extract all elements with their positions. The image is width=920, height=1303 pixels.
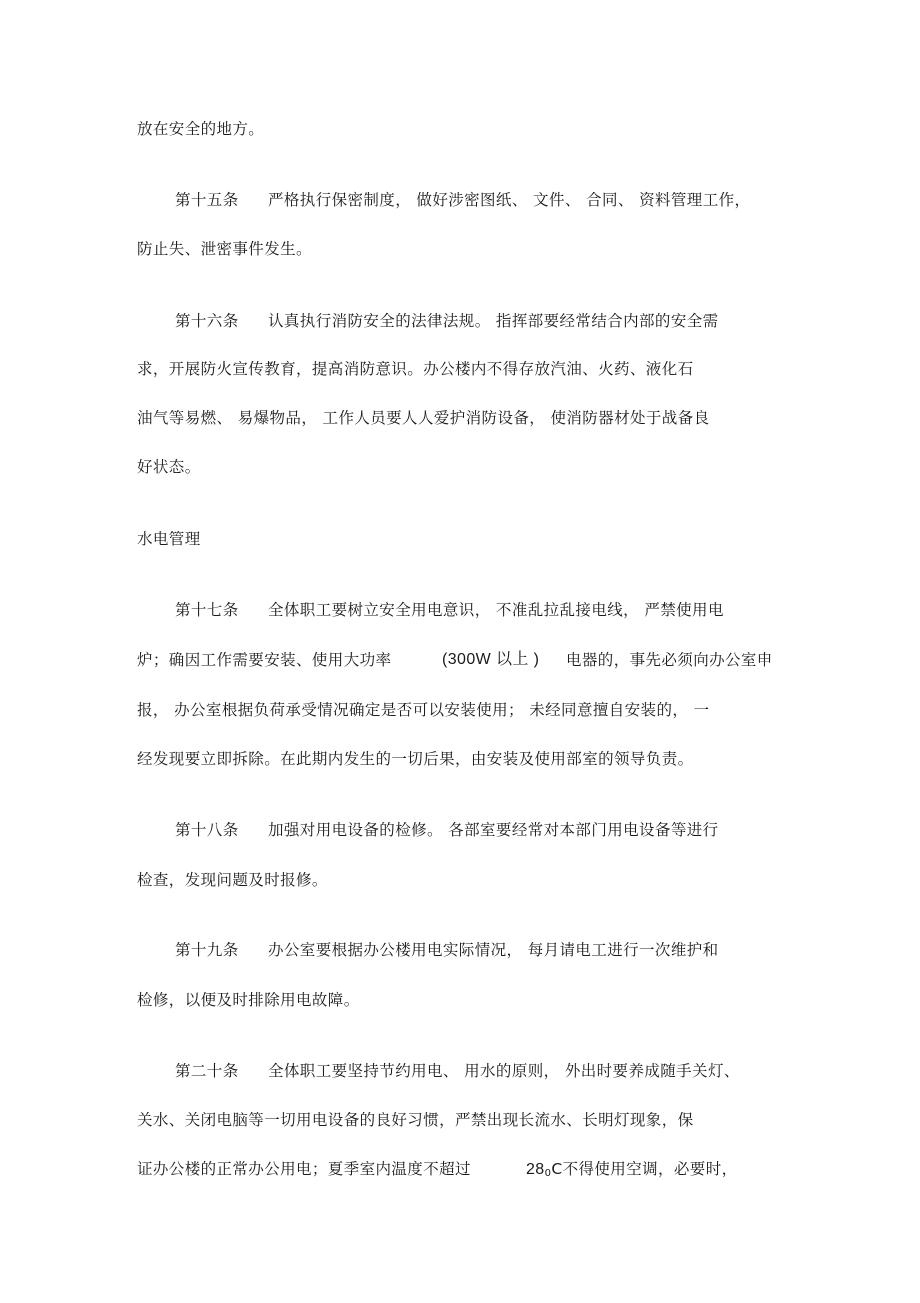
article-16-line-3: 油气等易燃、 易爆物品， 工作人员要人人爱护消防设备， 使消防器材处于战备良 — [137, 409, 710, 427]
article-20-label: 第二十条 — [175, 1062, 239, 1080]
article-17-label: 第十七条 — [175, 601, 239, 619]
continuation-text: 放在安全的地方。 — [137, 120, 265, 138]
article-15-label: 第十五条 — [175, 191, 239, 209]
article-20-line-3b: C不得使用空调，必要时， — [551, 1160, 738, 1178]
article-16-line-1: 认真执行消防安全的法律法规。 指挥部要经常结合内部的安全需 — [268, 312, 719, 330]
article-20-temperature — [526, 1159, 738, 1184]
article-15-line-2: 防止失、泄密事件发生。 — [137, 240, 312, 258]
article-17-line-2c: 电器的，事先必须向办公室申 — [566, 651, 773, 669]
article-17-line-2a: 炉；确因工作需要安装、使用大功率 — [137, 651, 392, 669]
temperature-degree-mark: 0 — [544, 1168, 552, 1179]
article-15-line-1: 严格执行保密制度， 做好涉密图纸、 文件、 合同、 资料管理工作， — [268, 191, 751, 209]
article-17-line-4: 经发现要立即拆除。在此期内发生的一切后果，由安装及使用部室的领导负责。 — [137, 750, 694, 768]
article-18-line-1: 加强对用电设备的检修。 各部室要经常对本部门用电设备等进行 — [268, 821, 719, 839]
article-20-line-1: 全体职工要坚持节约用电、 用水的原则， 外出时要养成随手关灯、 — [268, 1062, 740, 1080]
article-17-line-3: 报， 办公室根据负荷承受情况确定是否可以安装使用； 未经同意擅自安装的， 一 — [137, 701, 710, 719]
article-17-power-spec: (300W 以上 ) — [442, 651, 540, 668]
article-20-line-2: 关水、关闭电脑等一切用电设备的良好习惯，严禁出现长流水、长明灯现象，保 — [137, 1111, 694, 1129]
article-16-line-2: 求，开展防火宣传教育，提高消防意识。办公楼内不得存放汽油、火药、液化石 — [137, 360, 694, 378]
article-19-label: 第十九条 — [175, 941, 239, 959]
article-17-line-1: 全体职工要树立安全用电意识， 不准乱拉乱接电线， 严禁使用电 — [268, 601, 724, 619]
section-title: 水电管理 — [137, 530, 201, 548]
temperature-value: 28 — [526, 1161, 545, 1178]
article-19-line-1: 办公室要根据办公楼用电实际情况， 每月请电工进行一次维护和 — [268, 941, 719, 959]
article-16-line-4: 好状态。 — [137, 458, 201, 476]
article-18-label: 第十八条 — [175, 821, 239, 839]
article-19-line-2: 检修，以便及时排除用电故障。 — [137, 991, 360, 1009]
article-18-line-2: 检查，发现问题及时报修。 — [137, 871, 328, 889]
article-16-label: 第十六条 — [175, 312, 239, 330]
article-20-line-3a: 证办公楼的正常办公用电；夏季室内温度不超过 — [137, 1160, 471, 1178]
